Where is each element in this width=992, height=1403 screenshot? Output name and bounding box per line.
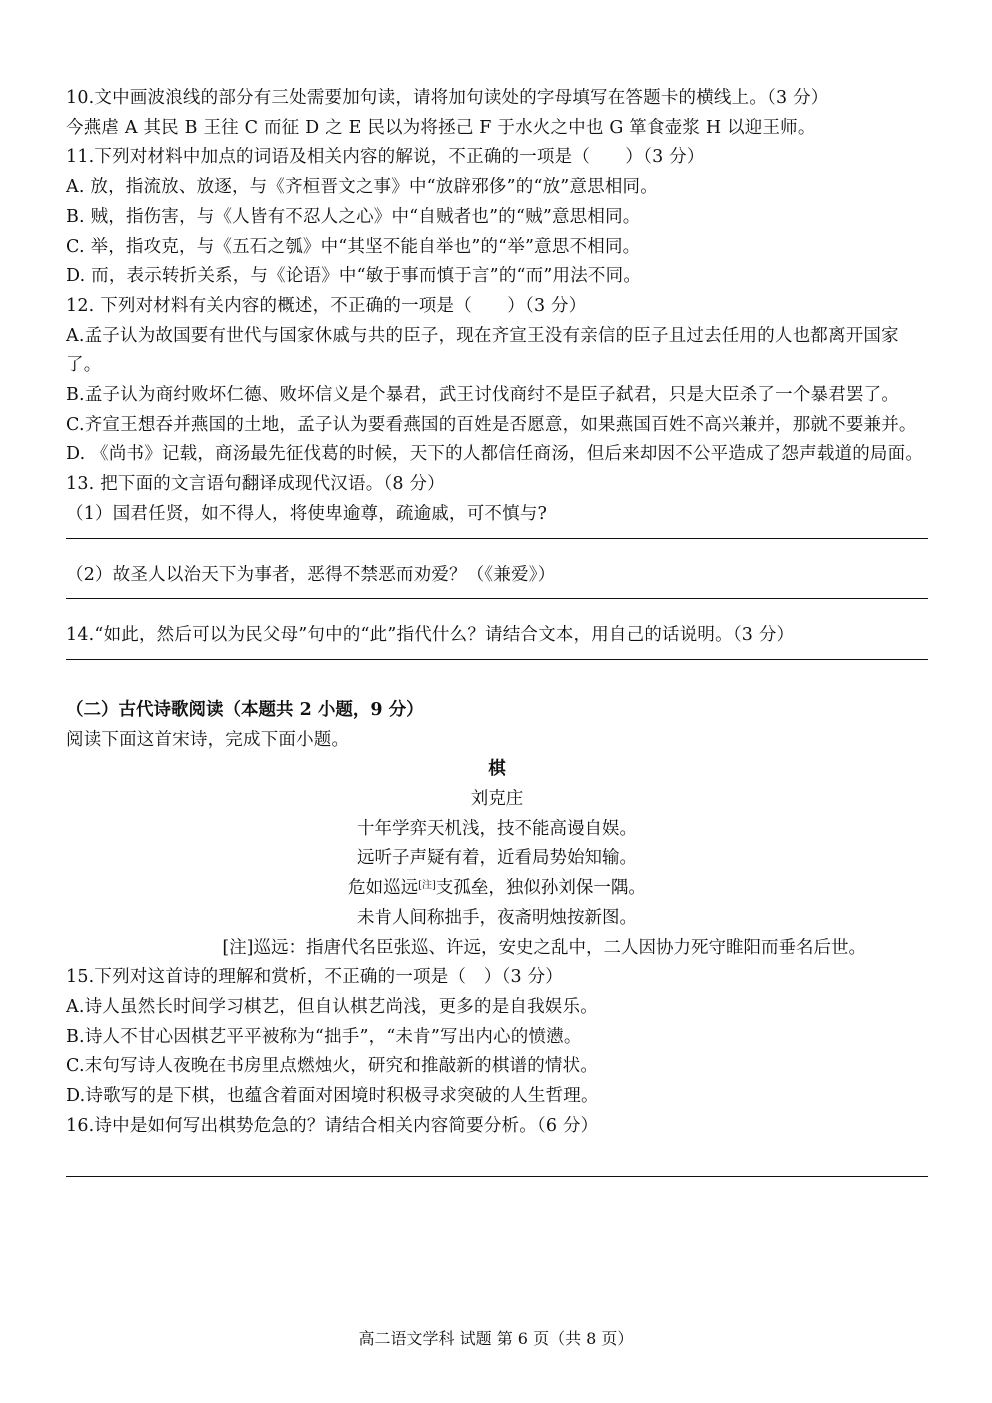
exam-page bbox=[66, 84, 928, 1199]
q11-option-d: D. 而，表示转折关系，与《论语》中“敏于事而慎于言”的“而”用法不同。 bbox=[66, 266, 642, 287]
q11-prompt: 11.下列对材料中加点的词语及相关内容的解说，不正确的一项是（ ）（3 分） bbox=[66, 147, 705, 168]
q12-option-d: D. 《尚书》记载，商汤最先征伐葛的时候，天下的人都信任商汤，但后来却因不公平造成了怨声载道的局面。 bbox=[66, 444, 924, 465]
q15-prompt: 15.下列对这首诗的理解和赏析，不正确的一项是（ ）（3 分） bbox=[66, 967, 563, 988]
poem-line-4: 未肯人间称拙手，夜斋明烛按新图。 bbox=[357, 907, 637, 928]
q15-option-c: C.末句写诗人夜晚在书房里点燃烛火，研究和推敲新的棋谱的情状。 bbox=[66, 1056, 599, 1077]
q10-prompt: 10.文中画波浪线的部分有三处需要加句读，请将加句读处的字母填写在答题卡的横线上。（3 分） bbox=[66, 88, 829, 108]
q12-option-b: B.孟子认为商纣败坏仁德、败坏信义是个暴君，武王讨伐商纣不是臣子弑君，只是大臣杀了一个暴君罢了。 bbox=[66, 385, 900, 406]
q14-prompt: 14.“如此，然后可以为民父母”句中的“此”指代什么？请结合文本，用自己的话说明。（3 分） bbox=[66, 625, 795, 646]
poem-line-2: 远听子声疑有着，近看局势始知输。 bbox=[357, 848, 637, 869]
poem-line-1: 十年学弈天机浅，技不能高谩自娱。 bbox=[357, 818, 637, 839]
q16-prompt: 16.诗中是如何写出棋势危急的？请结合相关内容简要分析。（6 分） bbox=[66, 1115, 599, 1136]
q12-option-c: C.齐宣王想吞并燕国的土地，孟子认为要看燕国的百姓是否愿意，如果燕国百姓不高兴兼并，那就不要兼并。 bbox=[66, 414, 917, 435]
answer-line bbox=[66, 659, 928, 660]
section-title: （二）古代诗歌阅读（本题共 2 小题，9 分） bbox=[66, 699, 424, 720]
answer-line bbox=[66, 538, 928, 539]
poem-line-3 bbox=[66, 874, 928, 904]
q11-option-b: B. 贼，指伤害，与《人皆有不忍人之心》中“自贼者也”的“贼”意思相同。 bbox=[66, 206, 641, 227]
q12-prompt: 12. 下列对材料有关内容的概述，不正确的一项是（ ）（3 分） bbox=[66, 295, 587, 316]
q10-passage: 今燕虐 A 其民 B 王往 C 而征 D 之 E 民以为将拯己 F 于水火之中也 G 箪食壶浆 H 以迎王师。 bbox=[66, 117, 816, 138]
section-intro: 阅读下面这首宋诗，完成下面小题。 bbox=[66, 729, 350, 750]
answer-line bbox=[66, 1176, 928, 1177]
q15-option-a: A.诗人虽然长时间学习棋艺，但自认棋艺尚浅，更多的是自我娱乐。 bbox=[66, 996, 598, 1017]
poem-note: [注]巡远：指唐代名臣张巡、许远，安史之乱中，二人因协力死守睢阳而垂名后世。 bbox=[222, 937, 866, 958]
q15-option-d: D.诗歌写的是下棋，也蕴含着面对困境时积极寻求突破的人生哲理。 bbox=[66, 1086, 599, 1107]
poem-title: 棋 bbox=[488, 759, 506, 780]
q11-option-a: A. 放，指流放、放逐，与《齐桓晋文之事》中“放辟邪侈”的“放”意思相同。 bbox=[66, 177, 658, 198]
poem-line-3-rest: 支孤垒，独似孙刘保一隅。 bbox=[435, 878, 646, 899]
q13-item-2: （2）故圣人以治天下为事者，恶得不禁恶而劝爱？（《兼爱》） bbox=[66, 564, 556, 585]
q11-option-c: C. 举，指攻克，与《五石之瓠》中“其坚不能自举也”的“举”意思不相同。 bbox=[66, 236, 641, 257]
note-marker: [注] bbox=[418, 880, 436, 892]
q13-prompt: 13. 把下面的文言语句翻译成现代汉语。（8 分） bbox=[66, 474, 445, 495]
q13-item-1: （1）国君任贤，如不得人，将使卑逾尊，疏逾戚，可不慎与? bbox=[66, 503, 548, 524]
q15-option-b: B.诗人不甘心因棋艺平平被称为“拙手”，“未肯”写出内心的愤懑。 bbox=[66, 1026, 582, 1047]
poem-line-3-prefix: 危如巡远 bbox=[348, 878, 419, 899]
poem-author: 刘克庄 bbox=[470, 789, 524, 810]
q12-option-a: A.孟子认为故国要有世代与国家休戚与共的臣子，现在齐宣王没有亲信的臣子且过去任用的人也都离开国家了。 bbox=[66, 325, 899, 376]
answer-line bbox=[66, 598, 928, 599]
page-footer: 高二语文学科 试题 第 6 页（共 8 页） bbox=[358, 1329, 634, 1348]
